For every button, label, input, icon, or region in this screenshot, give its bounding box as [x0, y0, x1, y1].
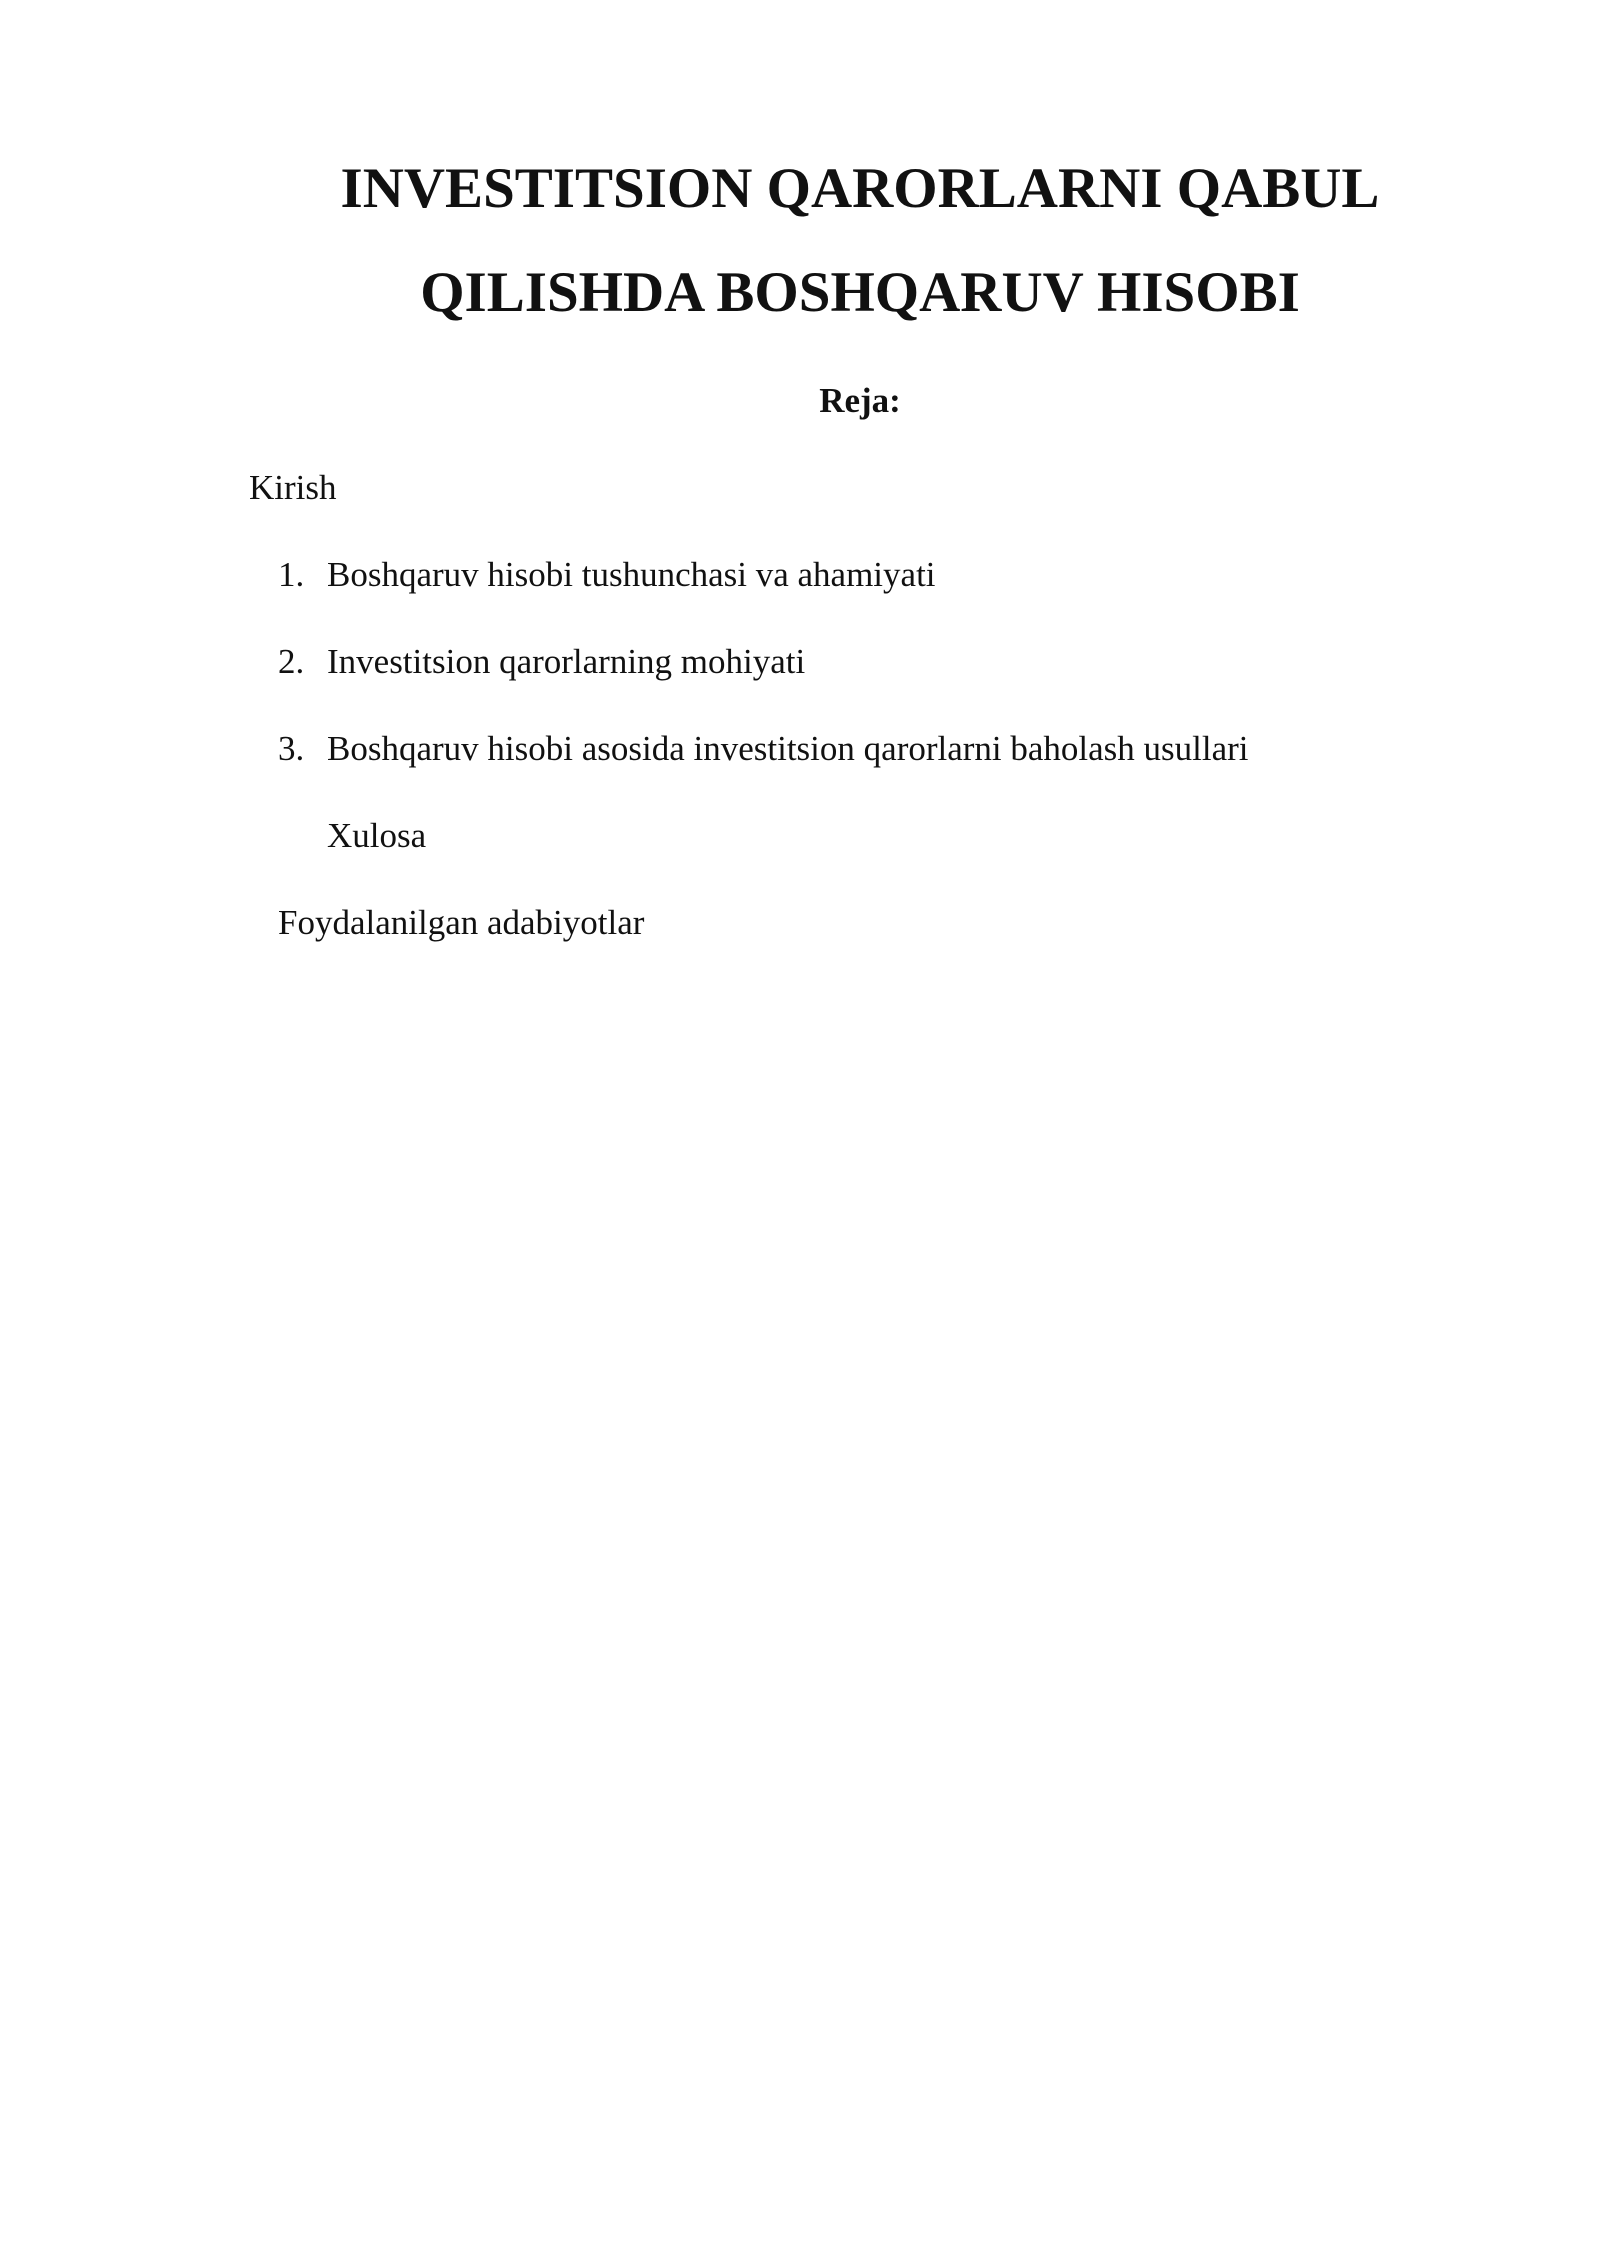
plan-item-text: Investitsion qarorlarning mohiyati [327, 642, 806, 681]
plan-item-conclusion: Xulosa [327, 816, 427, 855]
plan-item-references: Foydalanilgan adabiyotlar [278, 903, 645, 942]
plan-item-number: 2. [278, 642, 305, 681]
plan-item-text: Boshqaruv hisobi tushunchasi va ahamiyati [327, 555, 936, 594]
plan-item-number: 3. [278, 729, 305, 768]
plan-item-intro: Kirish [249, 468, 337, 507]
plan-heading: Reja: [819, 381, 901, 420]
plan-item-number: 1. [278, 555, 305, 594]
document-title-line-1: INVESTITSION QARORLARNI QABUL [340, 157, 1380, 220]
document-title-line-2: QILISHDA BOSHQARUV HISOBI [420, 261, 1300, 324]
plan-item-text: Boshqaruv hisobi asosida investitsion qarorlarni baholash usullari [327, 729, 1249, 768]
